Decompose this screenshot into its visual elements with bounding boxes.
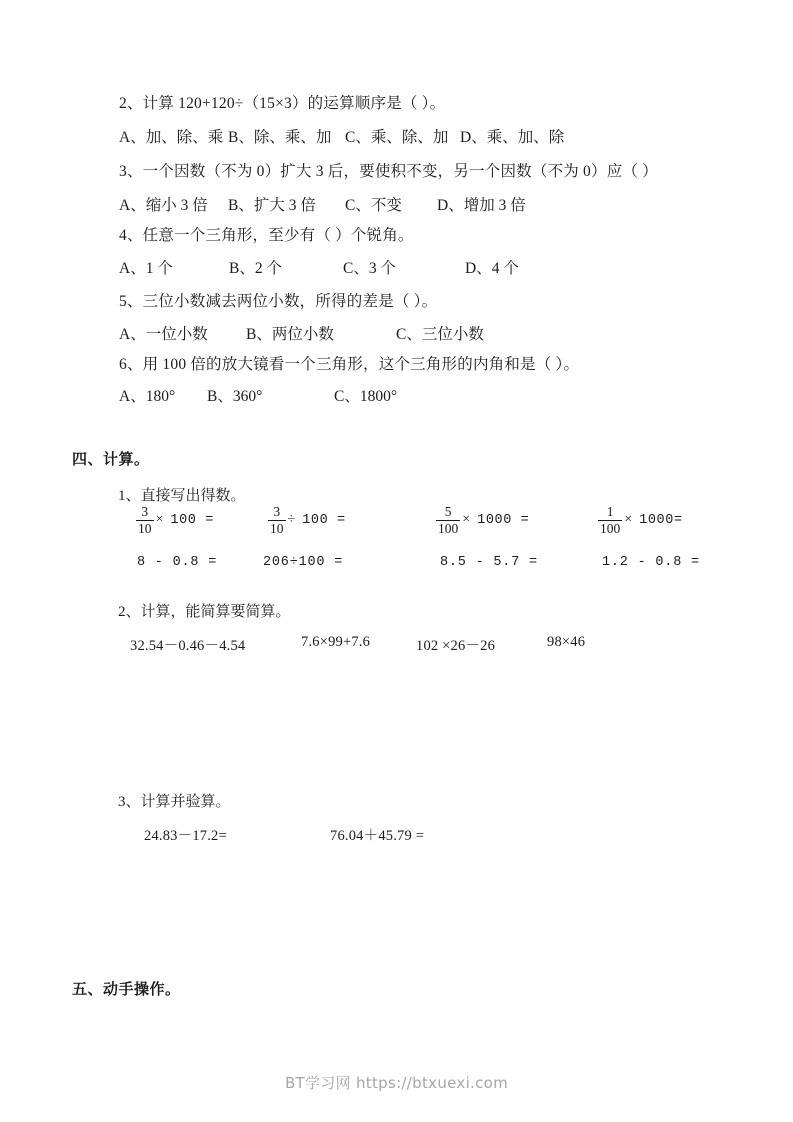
- option-row: [119, 261, 739, 281]
- question-stem: 5、三位小数减去两位小数，所得的差是（ ）。: [119, 293, 438, 310]
- question-stem: 6、用 100 倍的放大镜看一个三角形，这个三角形的内角和是（ ）。: [119, 356, 580, 373]
- fraction-denominator: 10: [138, 520, 152, 536]
- question-stem: 4、任意一个三角形，至少有（ ）个锐角。: [119, 227, 414, 244]
- fraction: [268, 505, 286, 535]
- option-row: [119, 389, 739, 409]
- option-row: [119, 130, 739, 150]
- fraction: [136, 505, 154, 535]
- fraction-denominator: 10: [270, 520, 284, 536]
- option-b[interactable]: B、2 个: [229, 260, 282, 277]
- fraction-denominator: 100: [600, 520, 621, 536]
- option-b[interactable]: B、360°: [207, 388, 263, 405]
- fraction-numerator: 5: [444, 504, 452, 519]
- subsection-heading: 2、计算，能简算要简算。: [118, 604, 291, 620]
- operator-symbol: ×: [624, 512, 633, 527]
- option-d[interactable]: D、增加 3 倍: [437, 197, 526, 214]
- operator-symbol: ×: [462, 512, 471, 527]
- fraction-denominator: 100: [438, 520, 459, 536]
- arithmetic-expression: 76.04＋45.79 =: [330, 828, 425, 844]
- fraction-numerator: 3: [141, 504, 149, 519]
- option-c[interactable]: C、1800°: [334, 388, 398, 405]
- option-a[interactable]: A、加、除、乘: [119, 129, 224, 146]
- subsection-heading: 1、直接写出得数。: [118, 488, 246, 504]
- option-row: [119, 327, 739, 347]
- fraction-expression: [136, 505, 214, 535]
- operator-symbol: ÷: [287, 512, 296, 527]
- option-a[interactable]: A、缩小 3 倍: [119, 197, 208, 214]
- arithmetic-expression: 102 ×26－26: [416, 638, 496, 654]
- option-c[interactable]: C、3 个: [343, 260, 396, 277]
- fraction: [436, 505, 460, 535]
- option-d[interactable]: D、4 个: [465, 260, 519, 277]
- expression-right-side: 100 =: [170, 512, 214, 528]
- fraction: [598, 505, 622, 535]
- operator-symbol: ×: [155, 512, 164, 527]
- arithmetic-expression: 8.5 - 5.7 =: [440, 555, 538, 570]
- expression-right-side: 1000=: [639, 512, 683, 528]
- option-d[interactable]: D、乘、加、除: [460, 129, 565, 146]
- question-stem: 2、计算 120+120÷（15×3）的运算顺序是（ ）。: [119, 95, 446, 112]
- option-b[interactable]: B、除、乘、加: [228, 129, 332, 146]
- arithmetic-expression: 24.83－17.2=: [144, 828, 227, 844]
- section-five-heading: 五、动手操作。: [72, 981, 181, 998]
- section-four-heading: 四、计算。: [72, 451, 150, 468]
- option-b[interactable]: B、扩大 3 倍: [228, 197, 316, 214]
- arithmetic-expression: 7.6×99+7.6: [301, 634, 371, 650]
- fraction-numerator: 1: [606, 504, 614, 519]
- option-a[interactable]: A、1 个: [119, 260, 173, 277]
- expression-right-side: 1000 =: [477, 512, 530, 528]
- option-c[interactable]: C、三位小数: [396, 326, 484, 343]
- option-a[interactable]: A、一位小数: [119, 326, 208, 343]
- expression-right-side: 100 =: [302, 512, 346, 528]
- option-a[interactable]: A、180°: [119, 388, 176, 405]
- fraction-expression: [598, 505, 683, 535]
- option-c[interactable]: C、乘、除、加: [345, 129, 449, 146]
- question-stem: 3、一个因数（不为 0）扩大 3 后，要使积不变，另一个因数（不为 0）应（ ）: [119, 163, 658, 180]
- fraction-expression: [268, 505, 346, 535]
- arithmetic-expression: 8 - 0.8 =: [137, 555, 218, 570]
- arithmetic-expression: 206÷100 =: [263, 555, 344, 570]
- site-watermark: BT学习网 https://btxuexi.com: [284, 1074, 509, 1092]
- arithmetic-expression: 98×46: [547, 634, 586, 650]
- arithmetic-expression: 32.54－0.46－4.54: [130, 638, 246, 654]
- option-row: [119, 198, 739, 218]
- option-b[interactable]: B、两位小数: [246, 326, 334, 343]
- subsection-heading: 3、计算并验算。: [118, 794, 231, 810]
- option-c[interactable]: C、不变: [345, 197, 402, 214]
- fraction-numerator: 3: [273, 504, 281, 519]
- fraction-expression: [436, 505, 529, 535]
- arithmetic-expression: 1.2 - 0.8 =: [602, 555, 700, 570]
